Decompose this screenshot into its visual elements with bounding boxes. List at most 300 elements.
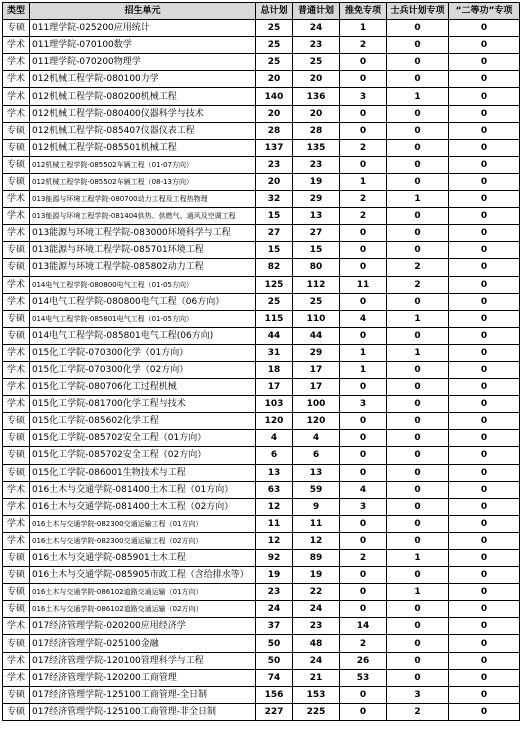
cell-soldier: 0 (387, 122, 449, 139)
cell-merit: 0 (449, 379, 520, 396)
cell-type: 学术 (3, 88, 30, 105)
cell-merit: 0 (449, 669, 520, 686)
cell-unit: 015化工学院-085602化学工程 (30, 413, 256, 430)
cell-merit: 0 (449, 259, 520, 276)
table-row (3, 532, 520, 549)
cell-regular: 59 (293, 481, 340, 498)
table-row (3, 293, 520, 310)
cell-recommended: 3 (340, 498, 387, 515)
cell-soldier: 0 (387, 498, 449, 515)
cell-total: 92 (256, 550, 293, 567)
cell-merit: 0 (449, 71, 520, 88)
cell-regular: 23 (293, 156, 340, 173)
cell-recommended: 2 (340, 550, 387, 567)
cell-merit: 0 (449, 276, 520, 293)
cell-unit: 013能源与环境工程学院-081404供热、供燃气、通风及空调工程 (30, 208, 256, 225)
cell-type: 学术 (3, 54, 30, 71)
cell-regular: 13 (293, 208, 340, 225)
cell-total: 50 (256, 635, 293, 652)
cell-merit: 0 (449, 618, 520, 635)
cell-total: 28 (256, 122, 293, 139)
cell-soldier: 3 (387, 686, 449, 703)
cell-recommended: 0 (340, 413, 387, 430)
cell-soldier: 2 (387, 703, 449, 720)
cell-recommended: 0 (340, 122, 387, 139)
cell-merit: 0 (449, 498, 520, 515)
table-row (3, 71, 520, 88)
cell-soldier: 0 (387, 20, 449, 37)
table-row (3, 156, 520, 173)
cell-type: 学术 (3, 208, 30, 225)
cell-merit: 0 (449, 327, 520, 344)
cell-total: 32 (256, 191, 293, 208)
cell-recommended: 0 (340, 430, 387, 447)
cell-total: 156 (256, 686, 293, 703)
cell-recommended: 0 (340, 54, 387, 71)
cell-total: 19 (256, 567, 293, 584)
header-recommended: 推免专项 (340, 3, 387, 20)
cell-total: 12 (256, 532, 293, 549)
cell-soldier: 0 (387, 54, 449, 71)
table-row (3, 276, 520, 293)
cell-merit: 0 (449, 88, 520, 105)
cell-unit: 014电气工程学院-080800电气工程（01-05方向） (30, 276, 256, 293)
table-row (3, 37, 520, 54)
cell-soldier: 2 (387, 259, 449, 276)
cell-total: 25 (256, 37, 293, 54)
cell-soldier: 0 (387, 669, 449, 686)
cell-total: 24 (256, 601, 293, 618)
cell-merit: 0 (449, 208, 520, 225)
cell-type: 学术 (3, 293, 30, 310)
cell-regular: 20 (293, 105, 340, 122)
cell-regular: 21 (293, 669, 340, 686)
cell-recommended: 0 (340, 259, 387, 276)
cell-unit: 014电气工程学院-085801电气工程（01-05方向） (30, 310, 256, 327)
cell-recommended: 2 (340, 139, 387, 156)
cell-total: 15 (256, 242, 293, 259)
cell-regular: 112 (293, 276, 340, 293)
cell-unit: 015化工学院-085702安全工程（02方向） (30, 447, 256, 464)
cell-merit: 0 (449, 54, 520, 71)
table-row (3, 225, 520, 242)
cell-regular: 135 (293, 139, 340, 156)
cell-regular: 15 (293, 242, 340, 259)
cell-recommended: 2 (340, 191, 387, 208)
cell-soldier: 0 (387, 618, 449, 635)
cell-type: 学术 (3, 191, 30, 208)
cell-merit: 0 (449, 601, 520, 618)
cell-soldier: 1 (387, 191, 449, 208)
table-row (3, 481, 520, 498)
table-header (3, 3, 520, 20)
cell-total: 63 (256, 481, 293, 498)
cell-total: 20 (256, 71, 293, 88)
cell-type: 专硕 (3, 584, 30, 601)
cell-soldier: 0 (387, 361, 449, 378)
cell-merit: 0 (449, 191, 520, 208)
cell-recommended: 0 (340, 515, 387, 532)
cell-total: 23 (256, 156, 293, 173)
table-row (3, 686, 520, 703)
cell-total: 25 (256, 54, 293, 71)
table-row (3, 396, 520, 413)
cell-merit: 0 (449, 242, 520, 259)
cell-soldier: 0 (387, 225, 449, 242)
cell-soldier: 0 (387, 652, 449, 669)
table-row (3, 515, 520, 532)
cell-merit: 0 (449, 447, 520, 464)
cell-unit: 012机械工程学院-085407仪器仪表工程 (30, 122, 256, 139)
table-row (3, 584, 520, 601)
cell-type: 专硕 (3, 567, 30, 584)
cell-regular: 136 (293, 88, 340, 105)
header-second-class-merit: “二等功”专项 (449, 3, 520, 20)
cell-type: 专硕 (3, 122, 30, 139)
cell-recommended: 0 (340, 703, 387, 720)
cell-soldier: 0 (387, 379, 449, 396)
cell-unit: 014电气工程学院-080800电气工程（06方向） (30, 293, 256, 310)
cell-unit: 011理学院-025200应用统计 (30, 20, 256, 37)
cell-regular: 6 (293, 447, 340, 464)
cell-soldier: 0 (387, 413, 449, 430)
cell-type: 专硕 (3, 703, 30, 720)
cell-soldier: 1 (387, 310, 449, 327)
cell-unit: 013能源与环境工程学院-085802动力工程 (30, 259, 256, 276)
cell-regular: 19 (293, 567, 340, 584)
cell-unit: 016土木与交通学院-086102道路交通运输（01方向） (30, 584, 256, 601)
table-row (3, 652, 520, 669)
cell-merit: 0 (449, 122, 520, 139)
table-row (3, 635, 520, 652)
cell-regular: 17 (293, 361, 340, 378)
cell-recommended: 0 (340, 584, 387, 601)
cell-regular: 225 (293, 703, 340, 720)
cell-unit: 015化工学院-070300化学（02方向） (30, 361, 256, 378)
cell-recommended: 0 (340, 447, 387, 464)
cell-unit: 012机械工程学院-085502车辆工程（01-07方向） (30, 156, 256, 173)
cell-recommended: 3 (340, 88, 387, 105)
cell-recommended: 11 (340, 276, 387, 293)
cell-merit: 0 (449, 37, 520, 54)
cell-merit: 0 (449, 550, 520, 567)
table-row (3, 464, 520, 481)
cell-total: 103 (256, 396, 293, 413)
cell-unit: 012机械工程学院-085502车辆工程（08-13方向） (30, 173, 256, 190)
cell-merit: 0 (449, 652, 520, 669)
cell-recommended: 0 (340, 601, 387, 618)
cell-total: 31 (256, 344, 293, 361)
cell-regular: 80 (293, 259, 340, 276)
cell-total: 6 (256, 447, 293, 464)
cell-regular: 19 (293, 173, 340, 190)
cell-unit: 011理学院-070100数学 (30, 37, 256, 54)
cell-type: 学术 (3, 344, 30, 361)
cell-unit: 016土木与交通学院-081400土木工程（02方向） (30, 498, 256, 515)
table-row (3, 242, 520, 259)
cell-recommended: 0 (340, 686, 387, 703)
cell-unit: 017经济管理学院-020200应用经济学 (30, 618, 256, 635)
cell-recommended: 0 (340, 242, 387, 259)
cell-regular: 24 (293, 652, 340, 669)
cell-unit: 014电气工程学院-085801电气工程(06方向) (30, 327, 256, 344)
cell-regular: 17 (293, 379, 340, 396)
cell-type: 专硕 (3, 686, 30, 703)
cell-unit: 016土木与交通学院-082300交通运输工程（01方向） (30, 515, 256, 532)
cell-regular: 25 (293, 54, 340, 71)
cell-total: 25 (256, 293, 293, 310)
header-unit: 招生单元 (30, 3, 256, 20)
cell-recommended: 26 (340, 652, 387, 669)
cell-regular: 22 (293, 584, 340, 601)
header-row (3, 3, 520, 20)
cell-recommended: 0 (340, 532, 387, 549)
cell-type: 学术 (3, 618, 30, 635)
cell-recommended: 4 (340, 310, 387, 327)
cell-soldier: 0 (387, 567, 449, 584)
cell-type: 专硕 (3, 139, 30, 156)
admission-plan-table-wrapper (2, 2, 519, 721)
cell-recommended: 0 (340, 379, 387, 396)
table-row (3, 344, 520, 361)
cell-unit: 016土木与交通学院-082300交通运输工程（02方向） (30, 532, 256, 549)
cell-soldier: 0 (387, 105, 449, 122)
cell-total: 115 (256, 310, 293, 327)
cell-recommended: 14 (340, 618, 387, 635)
cell-unit: 013能源与环境工程学院-080700动力工程及工程热物理 (30, 191, 256, 208)
cell-recommended: 1 (340, 361, 387, 378)
cell-total: 125 (256, 276, 293, 293)
cell-recommended: 0 (340, 567, 387, 584)
table-row (3, 567, 520, 584)
cell-unit: 015化工学院-081700化学工程与技术 (30, 396, 256, 413)
cell-unit: 016土木与交通学院-086102道路交通运输（02方向） (30, 601, 256, 618)
table-row (3, 669, 520, 686)
cell-merit: 0 (449, 635, 520, 652)
cell-soldier: 0 (387, 156, 449, 173)
cell-total: 44 (256, 327, 293, 344)
cell-merit: 0 (449, 105, 520, 122)
cell-total: 13 (256, 464, 293, 481)
table-row (3, 88, 520, 105)
cell-total: 137 (256, 139, 293, 156)
cell-type: 专硕 (3, 635, 30, 652)
table-row (3, 54, 520, 71)
cell-regular: 20 (293, 71, 340, 88)
cell-unit: 012机械工程学院-080200机械工程 (30, 88, 256, 105)
table-row (3, 259, 520, 276)
table-row (3, 618, 520, 635)
cell-recommended: 2 (340, 37, 387, 54)
cell-soldier: 0 (387, 481, 449, 498)
cell-type: 学术 (3, 669, 30, 686)
cell-merit: 0 (449, 156, 520, 173)
cell-type: 学术 (3, 652, 30, 669)
cell-type: 专硕 (3, 310, 30, 327)
cell-unit: 017经济管理学院-125100工商管理-非全日制 (30, 703, 256, 720)
cell-type: 专硕 (3, 20, 30, 37)
cell-recommended: 0 (340, 293, 387, 310)
cell-soldier: 0 (387, 293, 449, 310)
cell-type: 学术 (3, 396, 30, 413)
cell-merit: 0 (449, 344, 520, 361)
cell-type: 学术 (3, 515, 30, 532)
cell-merit: 0 (449, 532, 520, 549)
cell-total: 20 (256, 105, 293, 122)
cell-recommended: 1 (340, 344, 387, 361)
cell-total: 140 (256, 88, 293, 105)
table-row (3, 310, 520, 327)
cell-soldier: 0 (387, 139, 449, 156)
cell-merit: 0 (449, 567, 520, 584)
table-row (3, 20, 520, 37)
cell-soldier: 0 (387, 515, 449, 532)
table-row (3, 413, 520, 430)
cell-total: 20 (256, 173, 293, 190)
cell-unit: 015化工学院-070300化学（01方向） (30, 344, 256, 361)
cell-soldier: 2 (387, 276, 449, 293)
cell-soldier: 1 (387, 584, 449, 601)
cell-type: 专硕 (3, 259, 30, 276)
cell-regular: 153 (293, 686, 340, 703)
cell-type: 学术 (3, 361, 30, 378)
cell-recommended: 0 (340, 225, 387, 242)
cell-regular: 44 (293, 327, 340, 344)
cell-unit: 015化工学院-080706化工过程机械 (30, 379, 256, 396)
cell-type: 学术 (3, 481, 30, 498)
cell-type: 学术 (3, 276, 30, 293)
cell-recommended: 2 (340, 208, 387, 225)
cell-total: 23 (256, 584, 293, 601)
cell-regular: 23 (293, 618, 340, 635)
cell-merit: 0 (449, 20, 520, 37)
table-row (3, 430, 520, 447)
header-total: 总计划 (256, 3, 293, 20)
cell-soldier: 1 (387, 344, 449, 361)
table-row (3, 327, 520, 344)
cell-soldier: 0 (387, 532, 449, 549)
cell-recommended: 53 (340, 669, 387, 686)
admission-plan-table (2, 2, 520, 721)
cell-soldier: 0 (387, 396, 449, 413)
cell-recommended: 2 (340, 635, 387, 652)
cell-soldier: 1 (387, 88, 449, 105)
cell-total: 18 (256, 361, 293, 378)
cell-regular: 24 (293, 20, 340, 37)
cell-regular: 100 (293, 396, 340, 413)
cell-regular: 11 (293, 515, 340, 532)
table-row (3, 105, 520, 122)
table-row (3, 601, 520, 618)
cell-soldier: 0 (387, 242, 449, 259)
header-soldier: 士兵计划专项 (387, 3, 449, 20)
cell-unit: 015化工学院-085702安全工程（01方向） (30, 430, 256, 447)
table-row (3, 122, 520, 139)
cell-recommended: 3 (340, 396, 387, 413)
cell-total: 50 (256, 652, 293, 669)
cell-total: 74 (256, 669, 293, 686)
cell-type: 专硕 (3, 430, 30, 447)
cell-type: 学术 (3, 37, 30, 54)
cell-type: 专硕 (3, 447, 30, 464)
cell-soldier: 0 (387, 430, 449, 447)
cell-total: 82 (256, 259, 293, 276)
cell-regular: 23 (293, 37, 340, 54)
cell-unit: 015化工学院-086001生物技术与工程 (30, 464, 256, 481)
table-row (3, 703, 520, 720)
header-type: 类型 (3, 3, 30, 20)
cell-soldier: 0 (387, 37, 449, 54)
cell-recommended: 0 (340, 71, 387, 88)
cell-soldier: 0 (387, 464, 449, 481)
cell-total: 25 (256, 20, 293, 37)
table-row (3, 550, 520, 567)
cell-unit: 016土木与交通学院-085905市政工程（含给排水等） (30, 567, 256, 584)
cell-merit: 0 (449, 310, 520, 327)
cell-type: 专硕 (3, 601, 30, 618)
cell-merit: 0 (449, 686, 520, 703)
table-row (3, 208, 520, 225)
table-row (3, 139, 520, 156)
table-row (3, 379, 520, 396)
cell-total: 15 (256, 208, 293, 225)
cell-soldier: 1 (387, 550, 449, 567)
cell-recommended: 1 (340, 20, 387, 37)
cell-unit: 017经济管理学院-025100金融 (30, 635, 256, 652)
cell-regular: 27 (293, 225, 340, 242)
cell-regular: 9 (293, 498, 340, 515)
table-row (3, 173, 520, 190)
cell-total: 27 (256, 225, 293, 242)
cell-merit: 0 (449, 396, 520, 413)
cell-total: 37 (256, 618, 293, 635)
cell-unit: 017经济管理学院-120200工商管理 (30, 669, 256, 686)
cell-type: 学术 (3, 379, 30, 396)
cell-regular: 110 (293, 310, 340, 327)
cell-merit: 0 (449, 481, 520, 498)
cell-unit: 016土木与交通学院-081400土木工程（01方向） (30, 481, 256, 498)
table-row (3, 191, 520, 208)
cell-recommended: 0 (340, 327, 387, 344)
cell-merit: 0 (449, 225, 520, 242)
cell-type: 专硕 (3, 464, 30, 481)
cell-regular: 28 (293, 122, 340, 139)
table-row (3, 361, 520, 378)
cell-merit: 0 (449, 173, 520, 190)
cell-regular: 4 (293, 430, 340, 447)
cell-recommended: 0 (340, 156, 387, 173)
cell-unit: 012机械工程学院-085501机械工程 (30, 139, 256, 156)
cell-merit: 0 (449, 413, 520, 430)
cell-type: 专硕 (3, 550, 30, 567)
table-row (3, 447, 520, 464)
cell-unit: 017经济管理学院-125100工商管理-全日制 (30, 686, 256, 703)
cell-type: 专硕 (3, 327, 30, 344)
cell-regular: 48 (293, 635, 340, 652)
cell-unit: 017经济管理学院-120100管理科学与工程 (30, 652, 256, 669)
cell-type: 学术 (3, 532, 30, 549)
cell-merit: 0 (449, 361, 520, 378)
cell-unit: 013能源与环境工程学院-083000环境科学与工程 (30, 225, 256, 242)
cell-type: 学术 (3, 225, 30, 242)
cell-merit: 0 (449, 139, 520, 156)
cell-merit: 0 (449, 464, 520, 481)
cell-regular: 29 (293, 344, 340, 361)
cell-total: 11 (256, 515, 293, 532)
cell-recommended: 4 (340, 481, 387, 498)
cell-merit: 0 (449, 584, 520, 601)
cell-total: 227 (256, 703, 293, 720)
